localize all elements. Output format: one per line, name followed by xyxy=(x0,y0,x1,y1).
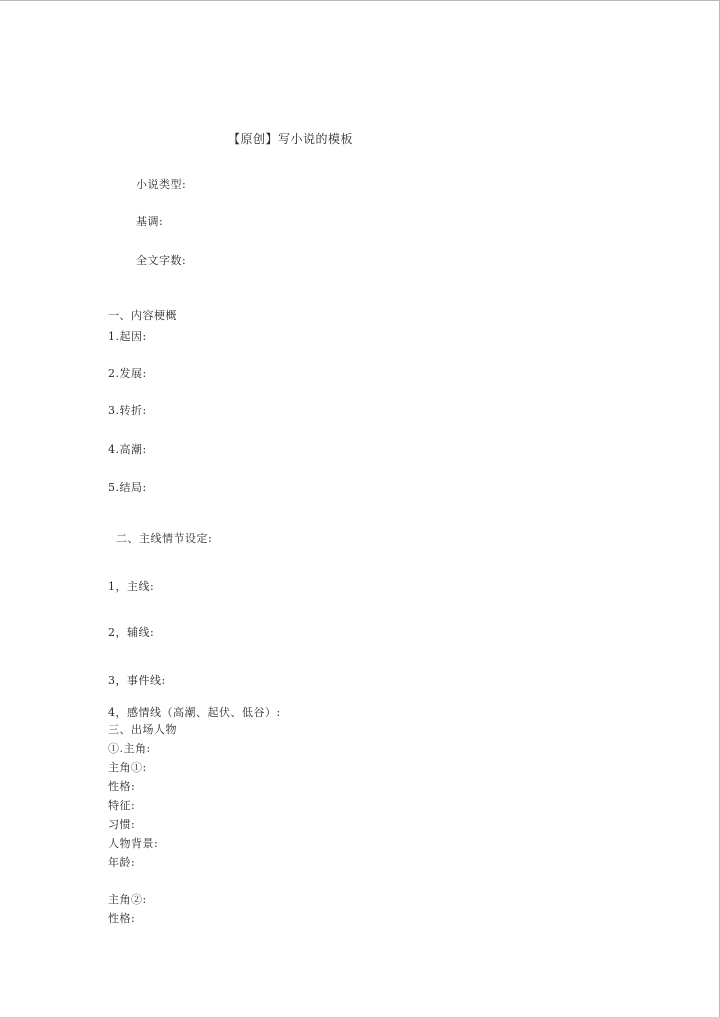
section-heading-plot: 二、主线情节设定: xyxy=(116,532,213,545)
plot-item-main-line: 1，主线: xyxy=(108,580,155,593)
plot-item-event-line: 3，事件线: xyxy=(108,674,166,687)
plot-item-sub-line: 2，辅线: xyxy=(108,626,155,639)
character-line: 性格: xyxy=(108,912,136,925)
synopsis-item-ending: 5.结局: xyxy=(108,481,147,494)
tone-field-label: 基调: xyxy=(136,215,164,228)
character-line: 主角②: xyxy=(108,893,147,906)
character-line: 人物背景: xyxy=(108,837,159,850)
character-line: 性格: xyxy=(108,780,136,793)
synopsis-item-development: 2.发展: xyxy=(108,367,147,380)
character-line: 年龄: xyxy=(108,856,136,869)
synopsis-item-turning-point: 3.转折: xyxy=(108,404,147,417)
plot-item-emotion-line: 4，感情线（高潮、起伏、低谷）: xyxy=(108,706,281,719)
character-line: 主角①: xyxy=(108,761,147,774)
character-line: 特征: xyxy=(108,799,136,812)
word-count-field-label: 全文字数: xyxy=(136,254,187,267)
section-heading-synopsis: 一、内容梗概 xyxy=(108,309,177,322)
character-line: 习惯: xyxy=(108,818,136,831)
synopsis-item-climax: 4.高潮: xyxy=(108,443,147,456)
synopsis-item-cause: 1.起因: xyxy=(108,330,147,343)
genre-field-label: 小说类型: xyxy=(136,178,187,191)
character-line: ①.主角: xyxy=(108,742,151,755)
section-heading-characters: 三、出场人物 xyxy=(108,723,177,736)
document-title: 【原创】写小说的模板 xyxy=(228,132,354,146)
